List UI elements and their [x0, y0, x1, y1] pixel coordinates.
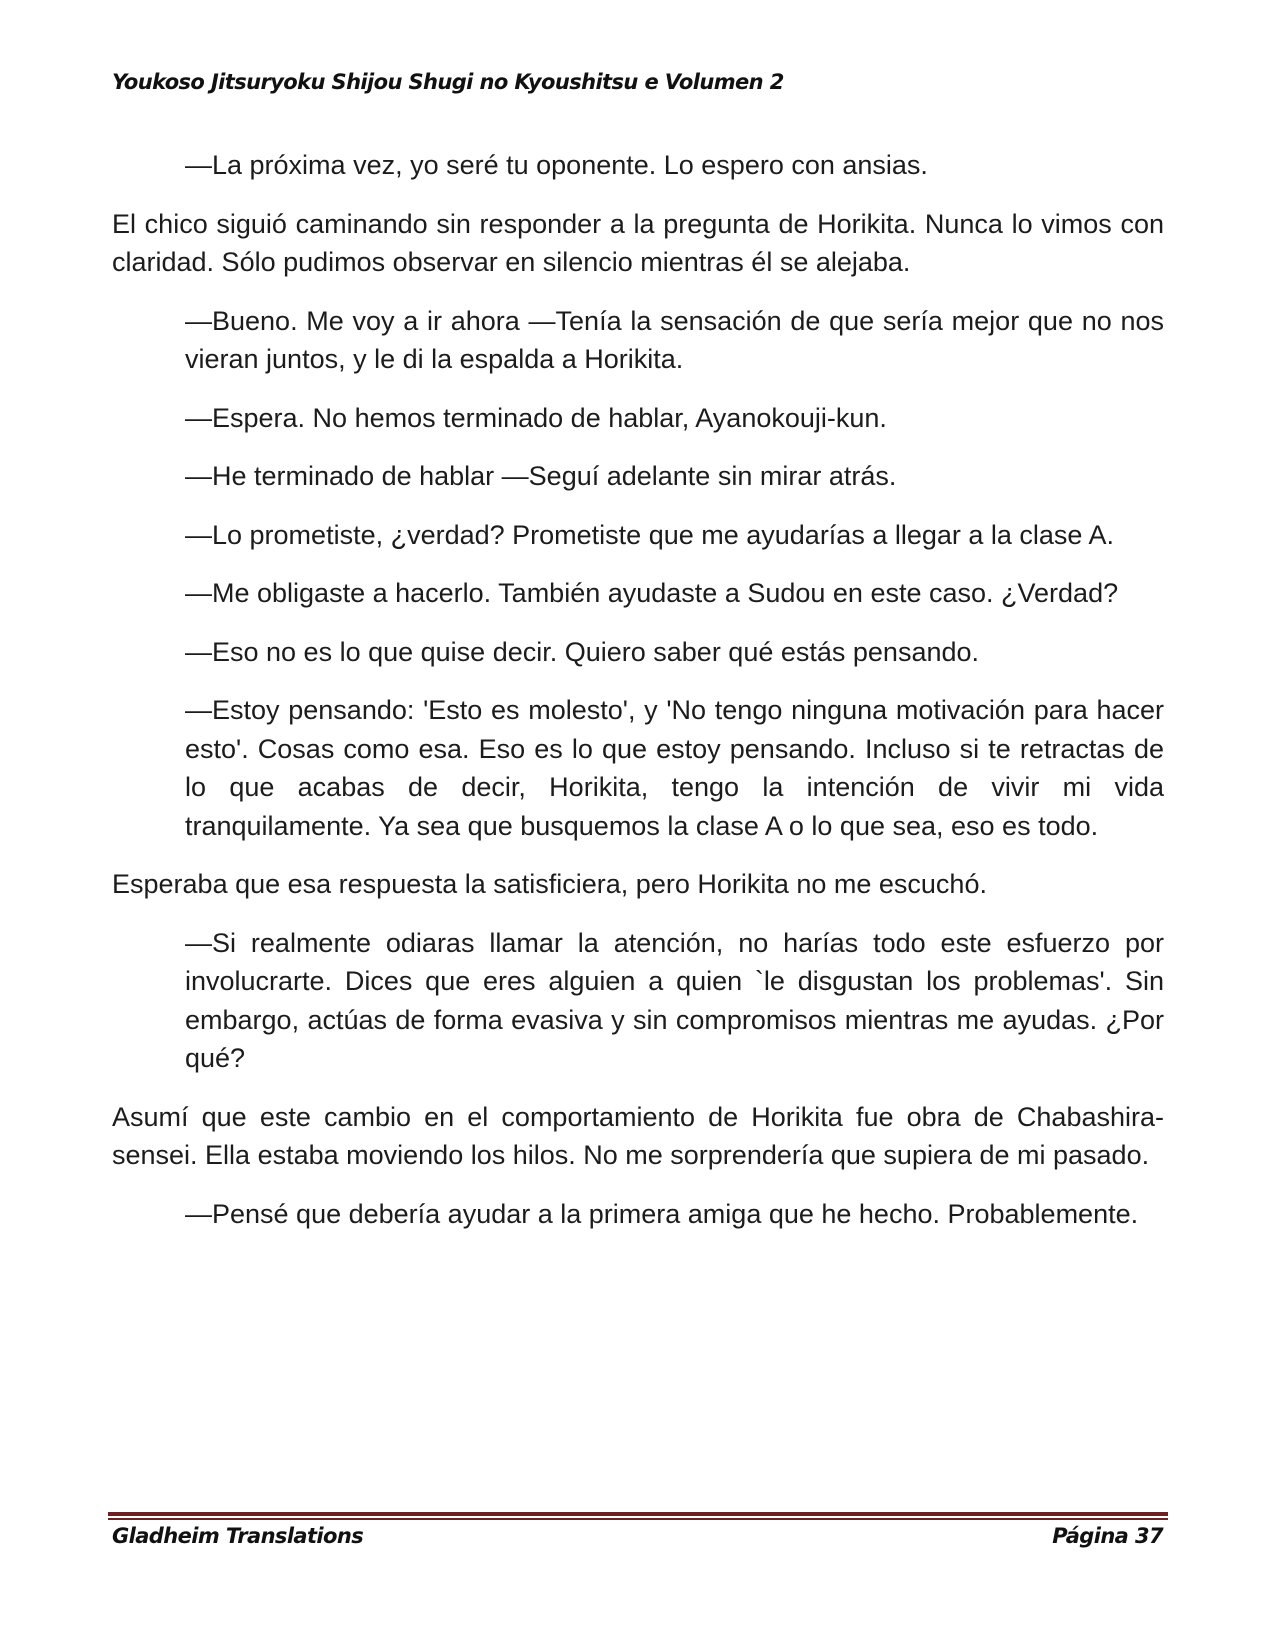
- paragraph-8: —Eso no es lo que quise decir. Quiero saber qué estás pensando.: [185, 636, 980, 667]
- footer-divider: [108, 1512, 1168, 1521]
- footer-page-number: Página 37: [1052, 1524, 1163, 1548]
- paragraph-1: —La próxima vez, yo seré tu oponente. Lo espero con ansias.: [185, 150, 928, 180]
- footer-divider-thick: [108, 1512, 1168, 1516]
- paragraph-5: —He terminado de hablar —Seguí adelante sin mirar atrás.: [185, 461, 897, 491]
- paragraph-6: —Lo prometiste, ¿verdad? Prometiste que me ayudarías a llegar a la clase A.: [185, 519, 1114, 550]
- footer-divider-thin: [108, 1518, 1168, 1520]
- paragraph-10: Esperaba que esa respuesta la satisficiera, pero Horikita no me escuchó.: [112, 869, 987, 899]
- paragraph-11: —Si realmente odiaras llamar la atención, no harías todo este esfuerzo por involucrarte. Dices que eres alguien a quien `le disgustan los problemas'. Sin embargo, actúas de forma evasiva y sin compromisos mientras me ayudas. ¿Por qué?: [185, 927, 1164, 1073]
- page-header-title: Youkoso Jitsuryoku Shijou Shugi no Kyoushitsu e Volumen 2: [112, 70, 784, 94]
- paragraph-2: El chico siguió caminando sin responder a la pregunta de Horikita. Nunca lo vimos con claridad. Sólo pudimos observar en silencio mientras él se alejaba.: [112, 208, 1164, 277]
- paragraph-12: Asumí que este cambio en el comportamiento de Horikita fue obra de Chabashira-sensei. Ella estaba moviendo los hilos. No me sorprendería que supiera de mi pasado.: [112, 1101, 1164, 1170]
- paragraph-4: —Espera. No hemos terminado de hablar, Ayanokouji-kun.: [185, 402, 887, 433]
- paragraph-13: —Pensé que debería ayudar a la primera amiga que he hecho. Probablemente.: [185, 1198, 1139, 1229]
- paragraph-9: —Estoy pensando: 'Esto es molesto', y 'No tengo ninguna motivación para hacer esto'. Cosas como esa. Eso es lo que estoy pensando. Incluso si te retractas de lo que acabas de decir, Horikita, tengo la intención de vivir mi vida tranquilamente. Ya sea que busquemos la clase A o lo que sea, eso es todo.: [185, 695, 1164, 841]
- paragraph-3: —Bueno. Me voy a ir ahora —Tenía la sensación de que sería mejor que no nos vieran juntos, y le di la espalda a Horikita.: [185, 305, 1164, 374]
- footer-credit: Gladheim Translations: [112, 1524, 364, 1548]
- paragraph-7: —Me obligaste a hacerlo. También ayudaste a Sudou en este caso. ¿Verdad?: [185, 578, 1119, 608]
- page-content: [112, 146, 1164, 1253]
